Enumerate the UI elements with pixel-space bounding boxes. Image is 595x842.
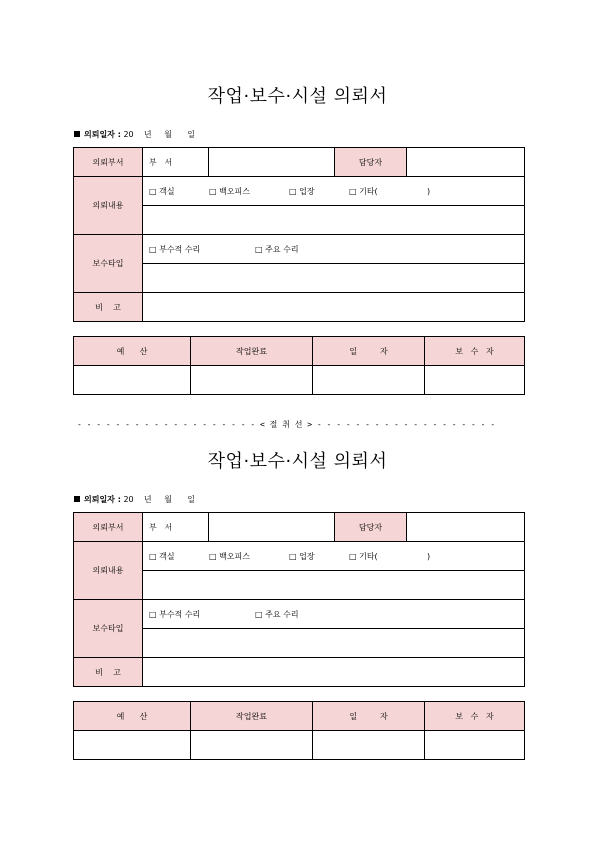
option-major-repair[interactable]: □ 주요 수리 bbox=[255, 609, 299, 619]
request-table bbox=[73, 512, 525, 687]
note-label: 비 고 bbox=[74, 658, 143, 687]
day-label: 일 bbox=[187, 130, 195, 139]
completion-input[interactable] bbox=[191, 731, 313, 760]
completion-header: 작업완료 bbox=[191, 337, 313, 366]
note-label: 비 고 bbox=[74, 293, 143, 322]
option-room[interactable]: □ 객실 bbox=[149, 186, 175, 196]
option-venue[interactable]: □ 업장 bbox=[289, 186, 315, 196]
request-form-1 bbox=[0, 82, 595, 422]
option-other-close: ) bbox=[427, 186, 431, 196]
year-label: 년 bbox=[143, 130, 152, 139]
completion-input[interactable] bbox=[191, 366, 313, 395]
dept-input[interactable] bbox=[209, 148, 335, 177]
cut-line: - - - - - - - - - - - - - - - - - - - < 절 취 선 > - - - - - - - - - - - - - - - - - - - bbox=[77, 420, 496, 429]
square-bullet-icon bbox=[74, 131, 80, 137]
dept-suffix: 부 서 bbox=[143, 513, 209, 542]
option-other[interactable]: □ 기타( bbox=[349, 551, 378, 561]
repairer-header: 보 수 자 bbox=[425, 337, 525, 366]
option-back-office[interactable]: □ 백오피스 bbox=[209, 186, 251, 196]
dept-input[interactable] bbox=[209, 513, 335, 542]
option-back-office[interactable]: □ 백오피스 bbox=[209, 551, 251, 561]
form-title: 작업·보수·시설 의뢰서 bbox=[207, 86, 388, 107]
option-other[interactable]: □ 기타( bbox=[349, 186, 378, 196]
year-prefix: 20 bbox=[123, 495, 134, 504]
repair-type-label: 보수타입 bbox=[74, 235, 143, 293]
option-room[interactable]: □ 객실 bbox=[149, 551, 175, 561]
repair-type-label: 보수타입 bbox=[74, 600, 143, 658]
completion-table bbox=[73, 701, 525, 760]
note-input[interactable] bbox=[143, 293, 525, 322]
month-label: 월 bbox=[164, 495, 172, 504]
date-input[interactable] bbox=[313, 731, 425, 760]
content-detail-input[interactable] bbox=[143, 206, 525, 235]
completion-header: 작업완료 bbox=[191, 702, 313, 731]
option-minor-repair[interactable]: □ 부수적 수리 bbox=[149, 244, 201, 254]
manager-input[interactable] bbox=[407, 148, 525, 177]
repairer-input[interactable] bbox=[425, 731, 525, 760]
content-options bbox=[143, 177, 525, 206]
request-form-2 bbox=[0, 447, 595, 787]
manager-input[interactable] bbox=[407, 513, 525, 542]
option-minor-repair[interactable]: □ 부수적 수리 bbox=[149, 609, 201, 619]
budget-input[interactable] bbox=[74, 366, 191, 395]
content-label: 의뢰내용 bbox=[74, 542, 143, 600]
year-prefix: 20 bbox=[123, 130, 134, 139]
date-input[interactable] bbox=[313, 366, 425, 395]
repair-options bbox=[143, 235, 525, 264]
date-label: 의뢰일자 : bbox=[84, 495, 121, 504]
content-detail-input[interactable] bbox=[143, 571, 525, 600]
date-header: 일 자 bbox=[313, 702, 425, 731]
form-title: 작업·보수·시설 의뢰서 bbox=[207, 451, 388, 472]
note-input[interactable] bbox=[143, 658, 525, 687]
content-label: 의뢰내용 bbox=[74, 177, 143, 235]
square-bullet-icon bbox=[74, 496, 80, 502]
repair-options bbox=[143, 600, 525, 629]
repairer-input[interactable] bbox=[425, 366, 525, 395]
year-label: 년 bbox=[143, 495, 152, 504]
dept-suffix: 부 서 bbox=[143, 148, 209, 177]
date-label: 의뢰일자 : bbox=[84, 130, 121, 139]
budget-input[interactable] bbox=[74, 731, 191, 760]
request-date-line bbox=[74, 129, 195, 140]
month-label: 월 bbox=[164, 130, 172, 139]
repair-detail-input[interactable] bbox=[143, 629, 525, 658]
budget-header: 예 산 bbox=[74, 702, 191, 731]
repair-detail-input[interactable] bbox=[143, 264, 525, 293]
completion-table bbox=[73, 336, 525, 395]
option-major-repair[interactable]: □ 주요 수리 bbox=[255, 244, 299, 254]
manager-label: 담당자 bbox=[335, 513, 407, 542]
dept-label: 의뢰부서 bbox=[74, 513, 143, 542]
date-header: 일 자 bbox=[313, 337, 425, 366]
dept-label: 의뢰부서 bbox=[74, 148, 143, 177]
content-options bbox=[143, 542, 525, 571]
option-venue[interactable]: □ 업장 bbox=[289, 551, 315, 561]
budget-header: 예 산 bbox=[74, 337, 191, 366]
repairer-header: 보 수 자 bbox=[425, 702, 525, 731]
day-label: 일 bbox=[187, 495, 195, 504]
request-date-line bbox=[74, 494, 195, 505]
option-other-close: ) bbox=[427, 551, 431, 561]
manager-label: 담당자 bbox=[335, 148, 407, 177]
request-table bbox=[73, 147, 525, 322]
